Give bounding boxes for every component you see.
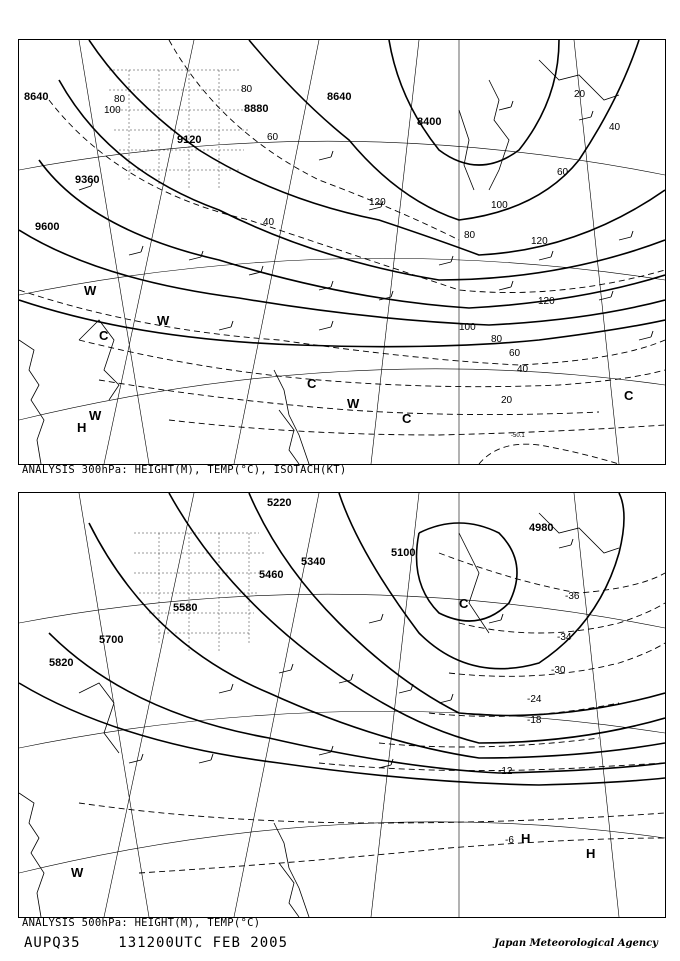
center-c: C: [307, 376, 317, 391]
height-label: 5220: [267, 497, 292, 509]
chart-code: AUPQ35: [24, 935, 81, 951]
map-300hpa: [19, 40, 665, 464]
chart-datetime: 131200UTC FEB 2005: [118, 935, 289, 951]
caption-300hpa: ANALYSIS 300hPa: HEIGHT(M), TEMP(°C), ISOTACH(KT): [22, 464, 347, 476]
map-500hpa: [19, 493, 665, 917]
isotach-label: 100: [459, 322, 476, 333]
center-c: C: [402, 411, 412, 426]
height-label: 9120: [177, 134, 202, 146]
center-c: C: [624, 388, 634, 403]
temp-label: -6: [505, 835, 514, 846]
center-w: W: [71, 865, 84, 880]
height-contours: [19, 40, 665, 347]
isotach-label: 40: [263, 217, 275, 228]
chart-id-footer: [24, 935, 288, 951]
isotach-label: 120: [531, 236, 548, 247]
temp-label: -18: [527, 715, 542, 726]
temp-label: -24: [527, 694, 542, 705]
map-panel-300hpa: [18, 39, 666, 465]
height-label: 5460: [259, 569, 284, 581]
center-w: W: [89, 408, 102, 423]
isotach-label: 40: [609, 122, 621, 133]
height-label: 5580: [173, 602, 198, 614]
isotach-label: 80: [491, 334, 503, 345]
height-label: 9360: [75, 174, 100, 186]
center-w: W: [84, 283, 97, 298]
center-h: H: [586, 846, 596, 861]
center-w: W: [157, 313, 170, 328]
height-label: 8640: [24, 91, 49, 103]
temp-label: -12: [498, 766, 513, 777]
wind-barbs: [129, 539, 573, 768]
temp-label: -30: [551, 665, 566, 676]
temp-label: -34: [557, 632, 572, 643]
height-label: 8400: [417, 116, 442, 128]
hatched-region: [134, 533, 264, 653]
longitude-lines: [79, 493, 619, 917]
height-label: 5820: [49, 657, 74, 669]
map-panel-500hpa: [18, 492, 666, 918]
isotach-label: 120: [369, 197, 386, 208]
height-label: 5340: [301, 556, 326, 568]
center-c: C: [99, 328, 109, 343]
height-label: 8880: [244, 103, 269, 115]
agency-name: Japan Meteorological Agency: [494, 938, 658, 949]
height-label: 8640: [327, 91, 352, 103]
temp-labels: [498, 591, 580, 846]
isotach-label: 100: [491, 200, 508, 211]
isotach-label: 80: [114, 94, 126, 105]
isotach-label: 80: [464, 230, 476, 241]
coastlines: [19, 60, 619, 464]
height-labels: [24, 91, 441, 233]
height-label: 5100: [391, 547, 416, 559]
isotach-label: 60: [267, 132, 279, 143]
latitude-lines: [19, 141, 665, 420]
height-label: 5700: [99, 634, 124, 646]
isotach-label: 60: [557, 167, 569, 178]
isotach-label: 80: [241, 84, 253, 95]
wind-barbs: [79, 101, 653, 340]
center-h: H: [77, 420, 87, 435]
temp-label: -36: [565, 591, 580, 602]
isotach-label: 20: [574, 89, 586, 100]
center-w: W: [347, 396, 360, 411]
isotach-label: 60: [509, 348, 521, 359]
isotach-labels: [104, 84, 621, 406]
hatched-region: [109, 70, 249, 190]
height-label: 4980: [529, 522, 554, 534]
isotach-label: 20: [501, 395, 513, 406]
isotach-label: 100: [104, 105, 121, 116]
center-h: H: [521, 831, 531, 846]
isotach-label: 40: [517, 364, 529, 375]
height-label: 9600: [35, 221, 60, 233]
temp-label: -50.1: [511, 433, 525, 439]
caption-500hpa: ANALYSIS 500hPa: HEIGHT(M), TEMP(°C): [22, 917, 261, 929]
center-c: C: [459, 596, 469, 611]
isotach-label: 120: [538, 296, 555, 307]
